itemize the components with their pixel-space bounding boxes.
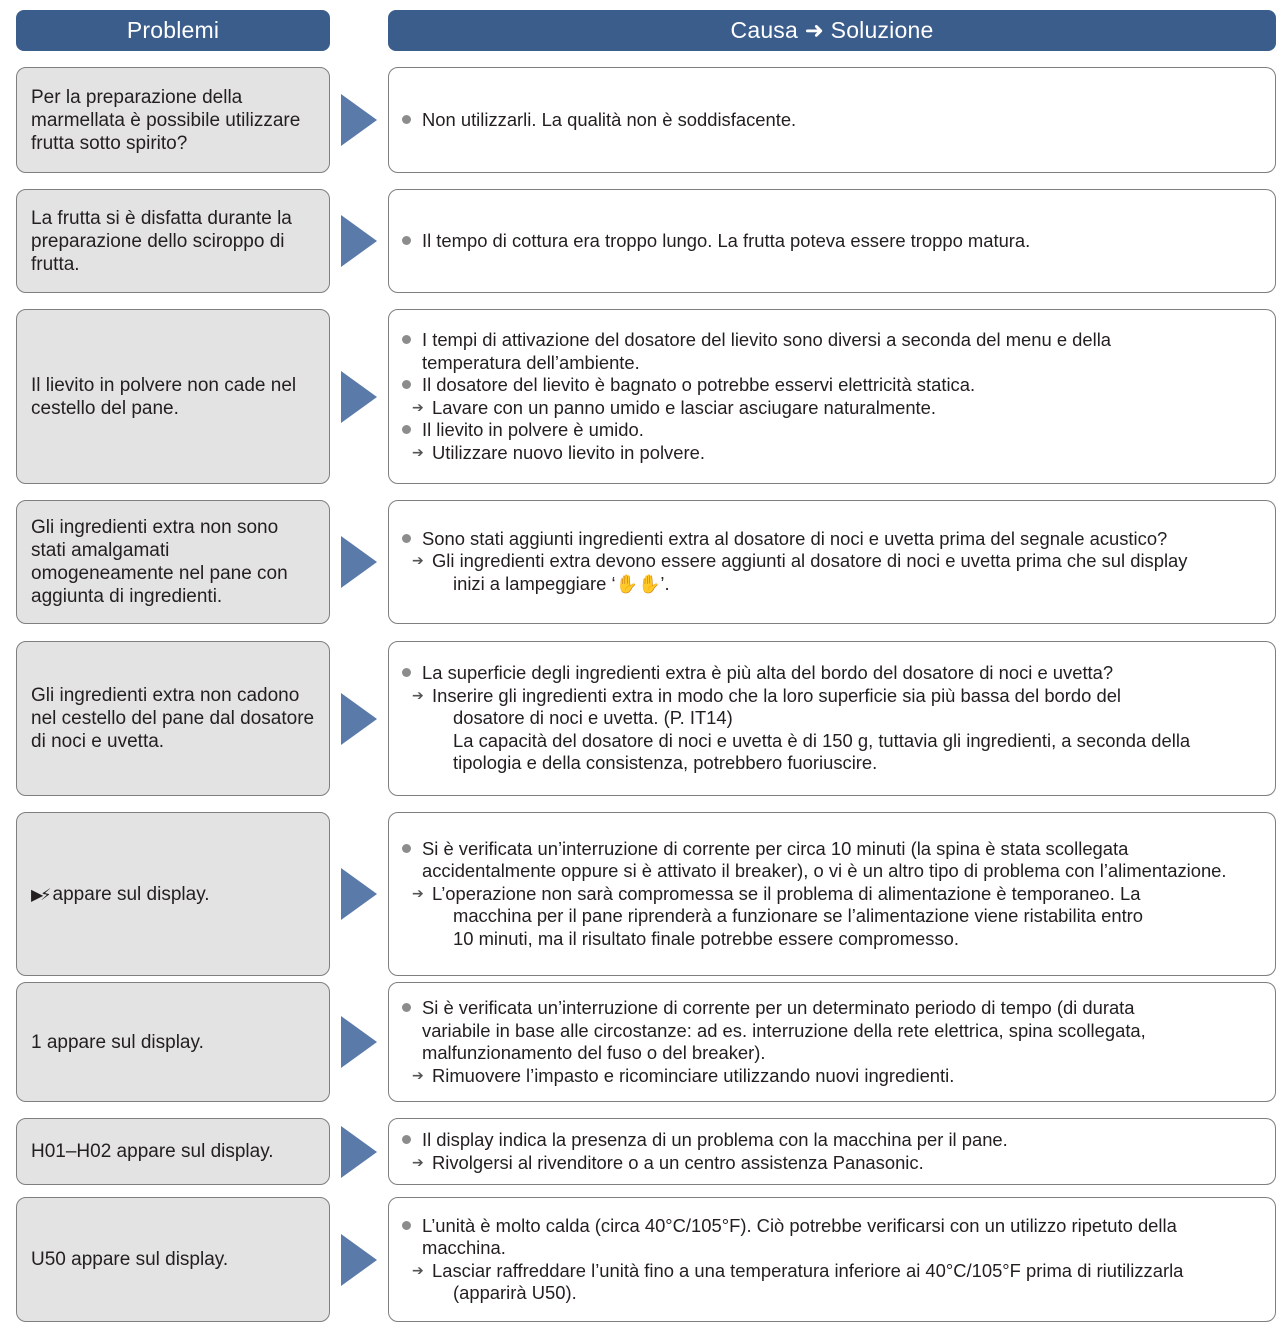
text-line [401, 352, 1265, 375]
solution-item [401, 883, 1265, 906]
trouble-row [0, 189, 1284, 293]
triangle-arrow-icon [341, 693, 377, 745]
line-text: Gli ingredienti extra devono essere aggiunti al dosatore di noci e uvetta prima che sul display [432, 550, 1188, 572]
problem-label: U50 appare sul display. [31, 1249, 229, 1270]
problem-cell [16, 309, 330, 484]
problem-cell [16, 67, 330, 173]
line-text: malfunzionamento del fuso o del breaker). [422, 1042, 766, 1063]
trouble-row [0, 1197, 1284, 1322]
cause-item [401, 329, 1265, 352]
line-text: macchina. [422, 1237, 506, 1258]
trouble-row [0, 982, 1284, 1102]
line-text: 10 minuti, ma il risultato finale potrebbe essere compromesso. [453, 927, 959, 949]
text-line [401, 730, 1265, 753]
solution-item [401, 1260, 1265, 1283]
problem-text [31, 86, 317, 155]
text-line [401, 573, 1265, 597]
text-line [401, 928, 1265, 951]
triangle-arrow-icon [341, 1234, 377, 1286]
trouble-row [0, 812, 1284, 976]
cause-item [401, 109, 1265, 132]
trouble-row [0, 309, 1284, 484]
problem-cell [16, 1197, 330, 1322]
text-line [401, 905, 1265, 928]
problem-label: appare sul display. [52, 883, 210, 905]
line-text: Si è verificata un’interruzione di corrente per un determinato periodo di tempo (di durata [422, 997, 1135, 1018]
problem-cell [16, 812, 330, 976]
problem-text [31, 374, 317, 420]
cause-item [401, 997, 1265, 1020]
trouble-row [0, 500, 1284, 624]
problem-text [31, 883, 210, 906]
line-text-after: ’. [660, 572, 670, 594]
triangle-arrow-icon [341, 94, 377, 146]
line-text: Il lievito in polvere è umido. [422, 419, 644, 440]
cause-item [401, 419, 1265, 442]
problem-text [31, 1031, 204, 1054]
line-text: macchina per il pane riprenderà a funzionare se l’alimentazione viene ristabilita entro [453, 905, 1144, 927]
line-text: (apparirà U50). [453, 1282, 577, 1303]
solution-item [401, 1065, 1265, 1088]
line-text: Rivolgersi al rivenditore o a un centro assistenza Panasonic. [432, 1151, 924, 1173]
text-line [401, 752, 1265, 775]
solution-cell [388, 812, 1276, 976]
cause-item [401, 838, 1265, 861]
line-text: accidentalmente oppure si è attivato il breaker), o vi è un altro tipo di problema con l’alimentazione. [422, 860, 1227, 882]
triangle-arrow-icon [341, 1126, 377, 1178]
problem-label: H01–H02 appare sul display. [31, 1141, 274, 1162]
trouble-row [0, 641, 1284, 796]
solution-item [401, 397, 1265, 420]
triangle-arrow-icon [341, 536, 377, 588]
problem-label: 1 appare sul display. [31, 1031, 204, 1053]
solution-cell [388, 641, 1276, 796]
problem-text [31, 207, 317, 276]
solution-cell [388, 500, 1276, 624]
trouble-row [0, 1118, 1284, 1185]
solution-item [401, 1152, 1265, 1175]
problem-label: Gli ingredienti extra non sono stati amalgamati omogeneamente nel pane con aggiunta di ingredienti. [31, 517, 288, 607]
problem-cell [16, 982, 330, 1102]
problems-header [16, 10, 330, 51]
line-text: Il tempo di cottura era troppo lungo. La frutta poteva essere troppo matura. [422, 229, 1031, 251]
power-failure-icon: ▶⚡ [31, 884, 49, 904]
line-text: Si è verificata un’interruzione di corrente per circa 10 minuti (la spina è stata scollegata [422, 837, 1129, 859]
cause-item [401, 528, 1265, 551]
line-text: I tempi di attivazione del dosatore del lievito sono diversi a seconda del menu e della [422, 329, 1112, 350]
line-text: L’operazione non sarà compromessa se il problema di alimentazione è temporaneo. La [432, 882, 1141, 904]
line-text: Il dosatore del lievito è bagnato o potrebbe esservi elettricità statica. [422, 374, 976, 395]
line-text: Il display indica la presenza di un problema con la macchina per il pane. [422, 1129, 1008, 1150]
line-text: variabile in base alle circostanze: ad es. interruzione della rete elettrica, spina scollegata, [422, 1019, 1146, 1041]
cause-item [401, 374, 1265, 397]
problem-cell [16, 189, 330, 293]
text-line [401, 1042, 1265, 1065]
problem-cell [16, 500, 330, 624]
line-text: Utilizzare nuovo lievito in polvere. [432, 441, 705, 463]
line-text: Lasciar raffreddare l’unità fino a una temperatura inferiore ai 40°C/105°F prima di riutilizzarla [432, 1259, 1184, 1281]
line-text: Non utilizzarli. La qualità non è soddisfacente. [422, 108, 797, 130]
solution-cell [388, 67, 1276, 173]
text-line [401, 1237, 1265, 1260]
problem-text [31, 684, 317, 753]
solution-cell [388, 1197, 1276, 1322]
cause-item [401, 1129, 1265, 1152]
text-line [401, 1020, 1265, 1043]
line-text: Rimuovere l’impasto e ricominciare utilizzando nuovi ingredienti. [432, 1064, 955, 1086]
problem-text [31, 1248, 228, 1271]
hands-icon: ✋✋ [615, 573, 661, 595]
line-text: tipologia e della consistenza, potrebbero fuoriuscire. [453, 752, 878, 774]
line-text: temperatura dell’ambiente. [422, 351, 640, 373]
triangle-arrow-icon [341, 371, 377, 423]
problem-label: Il lievito in polvere non cade nel cestello del pane. [31, 374, 297, 419]
triangle-arrow-icon [341, 215, 377, 267]
problem-label: Gli ingredienti extra non cadono nel cestello del pane dal dosatore di noci e uvetta. [31, 685, 315, 752]
cause-item [401, 662, 1265, 685]
line-text: L’unità è molto calda (circa 40°C/105°F). Ciò potrebbe verificarsi con un utilizzo ripetuto della [422, 1214, 1177, 1236]
solution-cell [388, 309, 1276, 484]
solution-cell [388, 1118, 1276, 1185]
line-text: inizi a lampeggiare ‘ [453, 572, 616, 594]
cause-item [401, 230, 1265, 253]
problem-cell [16, 1118, 330, 1185]
solution-cell [388, 189, 1276, 293]
triangle-arrow-icon [341, 1016, 377, 1068]
line-text: La capacità del dosatore di noci e uvetta è di 150 g, tuttavia gli ingredienti, a seconda della [453, 729, 1191, 751]
line-text: Lavare con un panno umido e lasciar asciugare naturalmente. [432, 396, 937, 418]
solutions-header-label: Causa ➜ Soluzione [730, 17, 934, 43]
text-line [401, 707, 1265, 730]
triangle-arrow-icon [341, 868, 377, 920]
text-line [401, 860, 1265, 883]
solution-cell [388, 982, 1276, 1102]
solution-item [401, 550, 1265, 573]
problem-label: Per la preparazione della marmellata è possibile utilizzare frutta sotto spirito? [31, 86, 301, 154]
text-line [401, 1282, 1265, 1305]
trouble-row [0, 67, 1284, 173]
line-text: La superficie degli ingredienti extra è più alta del bordo del dosatore di noci e uvetta? [422, 662, 1114, 684]
cause-item [401, 1215, 1265, 1238]
solution-item [401, 442, 1265, 465]
problem-label: La frutta si è disfatta durante la preparazione dello sciroppo di frutta. [31, 207, 292, 275]
problem-text [31, 516, 317, 608]
line-text: Sono stati aggiunti ingredienti extra al dosatore di noci e uvetta prima del segnale acustico? [422, 527, 1168, 549]
line-text: dosatore di noci e uvetta. (P. IT14) [453, 707, 733, 729]
problem-text [31, 1140, 274, 1163]
solution-item [401, 685, 1265, 708]
solutions-header [388, 10, 1276, 51]
problem-cell [16, 641, 330, 796]
problems-header-label: Problemi [126, 17, 220, 43]
line-text: Inserire gli ingredienti extra in modo che la loro superficie sia più bassa del bordo del [432, 684, 1122, 706]
